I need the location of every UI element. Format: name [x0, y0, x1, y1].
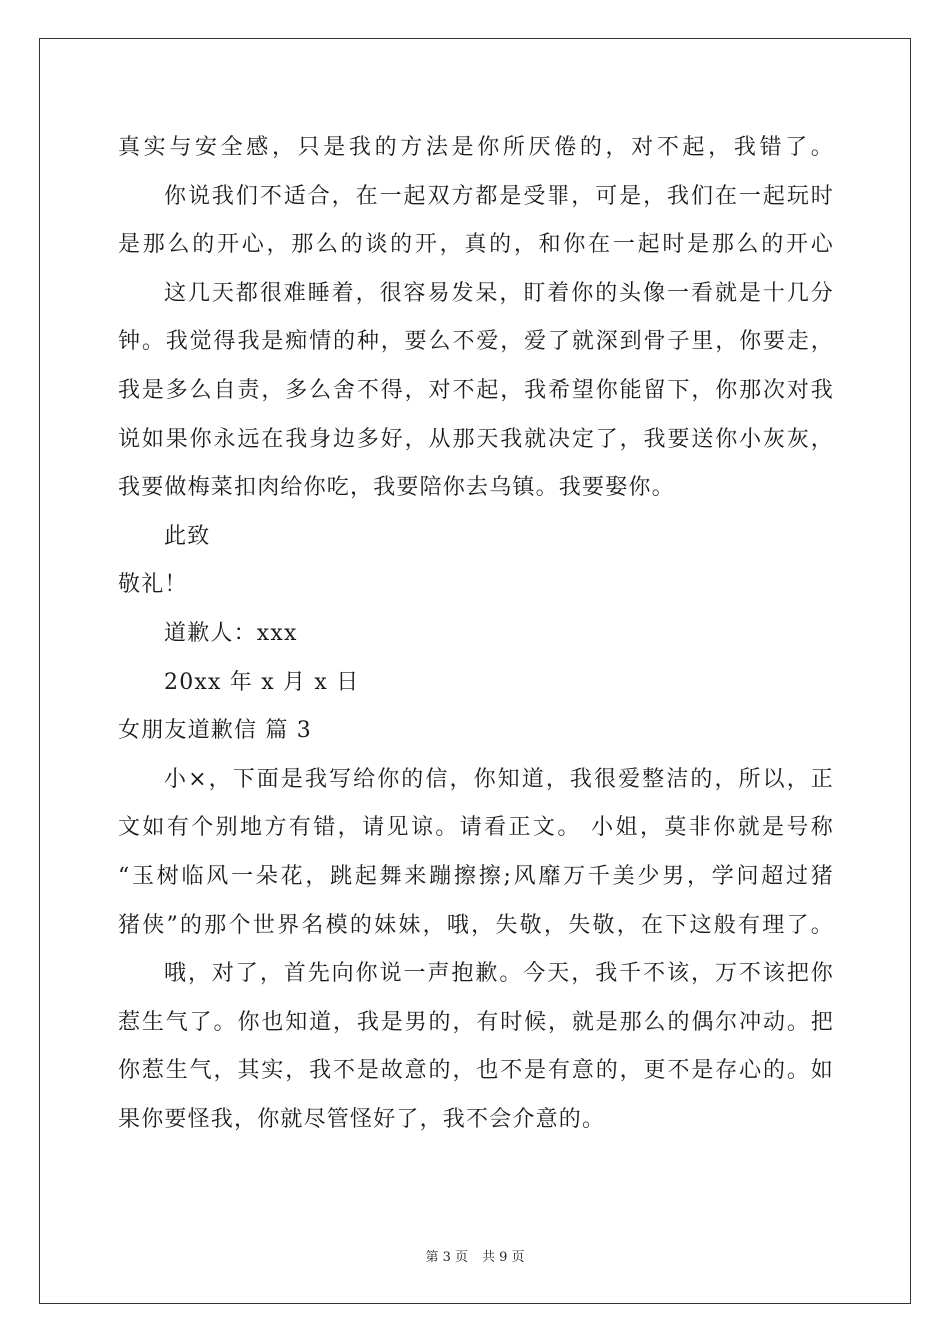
- paragraph-line: 猪侠”的那个世界名模的妹妹，哦，失敬，失敬，在下这般有理了。: [118, 912, 834, 938]
- paragraph-line: 果你要怪我，你就尽管怪好了，我不会介意的。: [118, 1106, 606, 1132]
- section-title: 女朋友道歉信 篇 3: [118, 718, 312, 744]
- page-number: 第 3 页: [425, 1250, 468, 1265]
- page-footer: [0, 1246, 950, 1265]
- closing-regards: 敬礼！: [118, 572, 188, 598]
- paragraph-line: 这几天都很难睡着，很容易发呆，盯着你的头像一看就是十几分: [164, 280, 834, 306]
- date-line: 20xx 年 x 月 x 日: [164, 669, 360, 695]
- paragraph-line: 我是多么自责，多么舍不得，对不起，我希望你能留下，你那次对我: [118, 377, 834, 403]
- letter-body: [118, 124, 834, 1144]
- paragraph-line: 我要做梅菜扣肉给你吃，我要陪你去乌镇。我要娶你。: [118, 475, 675, 501]
- paragraph-line: 小×，下面是我写给你的信，你知道，我很爱整洁的，所以，正: [164, 766, 834, 792]
- closing-salutation: 此致: [164, 523, 211, 549]
- paragraph-line: “玉树临风一朵花，跳起舞来蹦擦擦;风靡万千美少男，学问超过猪: [118, 863, 834, 889]
- signature-line: 道歉人：xxx: [164, 620, 298, 646]
- paragraph-line: 真实与安全感，只是我的方法是你所厌倦的，对不起，我错了。: [118, 135, 834, 160]
- paragraph-line: 说如果你永远在我身边多好，从那天我就决定了，我要送你小灰灰，: [118, 426, 834, 452]
- paragraph-line: 钟。我觉得我是痴情的种，要么不爱，爱了就深到骨子里，你要走，: [118, 329, 834, 355]
- paragraph-line: 你说我们不适合，在一起双方都是受罪，可是，我们在一起玩时: [164, 183, 834, 209]
- paragraph-line: 文如有个别地方有错，请见谅。请看正文。 小姐，莫非你就是号称: [118, 815, 834, 841]
- paragraph-line: 你惹生气，其实，我不是故意的，也不是有意的，更不是存心的。如: [118, 1058, 834, 1084]
- page-total: 共 9 页: [482, 1250, 525, 1265]
- paragraph-line: 惹生气了。你也知道，我是男的，有时候，就是那么的偶尔冲动。把: [118, 1009, 834, 1035]
- paragraph-line: 是那么的开心，那么的谈的开，真的，和你在一起时是那么的开心: [118, 232, 834, 258]
- paragraph-line: 哦，对了，首先向你说一声抱歉。今天，我千不该，万不该把你: [164, 961, 834, 987]
